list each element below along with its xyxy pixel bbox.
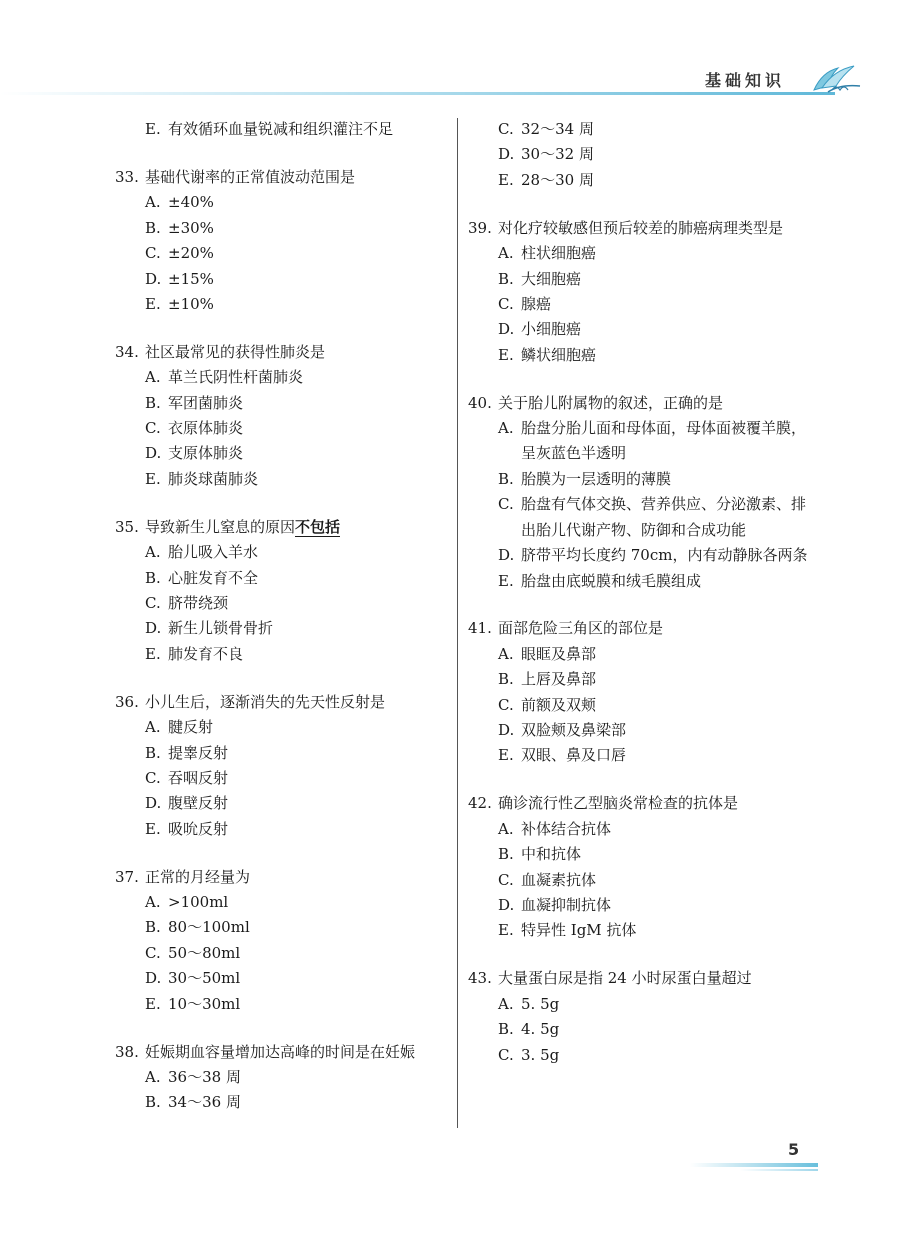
- option-letter: C.: [145, 419, 161, 438]
- option-text: 30～50ml: [168, 969, 241, 988]
- question-number: 40.: [468, 393, 492, 412]
- option-text: 肺炎球菌肺炎: [168, 469, 259, 488]
- option-letter: A.: [145, 893, 161, 912]
- answer-option: [468, 817, 818, 842]
- question-text-main: 导致新生儿窒息的原因: [145, 517, 296, 536]
- option-text: 吸吮反射: [168, 819, 229, 838]
- answer-option: [115, 241, 450, 266]
- answer-option: [468, 992, 818, 1017]
- option-letter: E.: [145, 994, 161, 1013]
- question-text: [145, 690, 450, 715]
- option-letter: B.: [498, 469, 514, 488]
- question-text-main: 社区最常见的获得性肺炎是: [145, 342, 326, 361]
- option-letter: E.: [498, 170, 514, 189]
- question-item: [115, 340, 450, 492]
- option-text: 血凝素抗体: [521, 870, 597, 889]
- option-text: 鳞状细胞癌: [521, 345, 597, 364]
- option-text: 胎盘有气体交换、营养供应、分泌激素、排出胎儿代谢产物、防御和合成功能: [521, 495, 807, 539]
- option-text: 胎膜为一层透明的薄膜: [521, 469, 672, 488]
- answer-option: [115, 1090, 450, 1115]
- question-text-main: 面部危险三角区的部位是: [498, 619, 664, 638]
- question-item: [468, 117, 818, 193]
- question-item: [115, 865, 450, 1017]
- question-text-main: 确诊流行性乙型脑炎常检查的抗体是: [498, 794, 739, 813]
- question-item: [115, 117, 450, 142]
- answer-option: [468, 569, 818, 594]
- question-number: 35.: [115, 517, 139, 536]
- answer-option: [115, 715, 450, 740]
- option-text: 脐带绕颈: [168, 594, 229, 612]
- question-text: [498, 216, 818, 241]
- option-text: 腺癌: [521, 294, 552, 313]
- option-letter: C.: [145, 594, 161, 612]
- answer-option: [115, 741, 450, 766]
- answer-option: [115, 817, 450, 842]
- option-letter: D.: [498, 320, 515, 339]
- answer-option: [468, 693, 818, 718]
- option-text: 吞咽反射: [168, 768, 229, 787]
- option-text: 眼眶及鼻部: [521, 644, 597, 663]
- option-text: 血凝抑制抗体: [521, 895, 612, 914]
- option-letter: A.: [145, 368, 161, 387]
- option-text: 军团菌肺炎: [168, 393, 244, 412]
- option-letter: E.: [498, 571, 514, 590]
- answer-option: [115, 267, 450, 292]
- answer-option: [115, 540, 450, 565]
- option-letter: D.: [498, 145, 515, 164]
- question-stem: [468, 216, 818, 241]
- question-text-main: 大量蛋白尿是指 24 小时尿蛋白量超过: [498, 969, 752, 988]
- question-text-main: 关于胎儿附属物的叙述，正确的是: [498, 393, 724, 412]
- option-text: 提睾反射: [168, 743, 229, 762]
- answer-option: [468, 142, 818, 167]
- answer-option: [468, 893, 818, 918]
- question-item: [115, 1040, 450, 1116]
- question-text: [145, 165, 450, 190]
- option-text: ±40%: [168, 193, 214, 212]
- option-letter: D.: [145, 794, 162, 813]
- option-letter: E.: [145, 294, 161, 313]
- option-text: 脐带平均长度约 70cm，内有动静脉各两条: [521, 546, 808, 565]
- answer-option: [115, 365, 450, 390]
- option-letter: C.: [498, 294, 514, 313]
- question-number: 42.: [468, 794, 492, 813]
- option-text: 小细胞癌: [521, 320, 582, 339]
- question-text-main: 正常的月经量为: [145, 867, 251, 886]
- option-letter: B.: [498, 1020, 514, 1039]
- option-text: 32～34 周: [521, 120, 594, 138]
- option-letter: A.: [145, 718, 161, 737]
- answer-option: [115, 1065, 450, 1090]
- option-text: 腱反射: [168, 718, 214, 737]
- option-letter: B.: [145, 1093, 161, 1112]
- option-letter: E.: [498, 746, 514, 765]
- option-text: 支原体肺炎: [168, 444, 244, 463]
- option-text: 4. 5g: [521, 1020, 560, 1039]
- question-stem: [115, 340, 450, 365]
- option-letter: D.: [498, 721, 515, 740]
- question-text: [145, 340, 450, 365]
- question-stem: [468, 791, 818, 816]
- option-letter: D.: [498, 895, 515, 914]
- column-divider: [457, 118, 458, 1128]
- question-text-main: 对化疗较敏感但预后较差的肺癌病理类型是: [498, 218, 784, 237]
- option-text: 5. 5g: [521, 994, 560, 1013]
- option-letter: C.: [498, 1045, 514, 1064]
- answer-option: [468, 543, 818, 568]
- answer-option: [115, 616, 450, 641]
- question-text: [498, 966, 818, 991]
- option-letter: A.: [498, 994, 514, 1013]
- question-stem: [115, 515, 450, 540]
- answer-option: [115, 416, 450, 441]
- answer-option: [115, 591, 450, 616]
- page-number: 5: [788, 1140, 800, 1159]
- option-text: 胎盘由底蜕膜和绒毛膜组成: [521, 571, 702, 590]
- option-letter: D.: [498, 546, 515, 565]
- answer-option: [468, 343, 818, 368]
- left-column: [115, 117, 450, 1138]
- option-text: >100ml: [168, 893, 229, 912]
- answer-option: [468, 467, 818, 492]
- answer-option: [468, 868, 818, 893]
- option-text: 衣原体肺炎: [168, 419, 244, 438]
- option-letter: A.: [145, 193, 161, 212]
- question-number: 41.: [468, 619, 492, 638]
- answer-option: [115, 441, 450, 466]
- question-item: [115, 690, 450, 842]
- answer-option: [115, 915, 450, 940]
- answer-option: [115, 216, 450, 241]
- option-letter: C.: [498, 495, 514, 514]
- option-text: 补体结合抗体: [521, 819, 612, 838]
- option-text: ±20%: [168, 244, 214, 263]
- option-letter: A.: [145, 1068, 161, 1086]
- question-stem: [115, 165, 450, 190]
- option-letter: B.: [145, 743, 161, 762]
- question-text: [498, 391, 818, 416]
- option-letter: E.: [498, 921, 514, 940]
- option-letter: B.: [145, 393, 161, 412]
- answer-option: [468, 842, 818, 867]
- question-text: [145, 1040, 450, 1065]
- option-letter: C.: [498, 695, 514, 714]
- answer-option: [468, 317, 818, 342]
- option-letter: D.: [145, 269, 162, 288]
- option-text: ±10%: [168, 294, 214, 313]
- option-text: ±30%: [168, 218, 214, 237]
- answer-option: [115, 791, 450, 816]
- option-letter: C.: [498, 120, 514, 138]
- question-text-main: 基础代谢率的正常值波动范围是: [145, 167, 356, 186]
- question-number: 34.: [115, 342, 139, 361]
- option-letter: C.: [498, 870, 514, 889]
- option-letter: E.: [498, 345, 514, 364]
- question-item: [115, 165, 450, 317]
- option-letter: D.: [145, 444, 162, 463]
- question-item: [468, 791, 818, 943]
- question-stem: [468, 966, 818, 991]
- option-text: 胎儿吸入羊水: [168, 543, 259, 562]
- option-letter: A.: [145, 543, 161, 562]
- answer-option: [115, 117, 450, 142]
- option-letter: C.: [145, 943, 161, 962]
- option-text: 胎盘分胎儿面和母体面，母体面被覆羊膜，呈灰蓝色半透明: [521, 419, 807, 463]
- answer-option: [468, 718, 818, 743]
- option-text: 34～36 周: [168, 1093, 241, 1112]
- page-header: [0, 62, 900, 102]
- footer-rule-thin: [740, 1169, 818, 1171]
- option-text: 心脏发育不全: [168, 568, 259, 587]
- option-letter: E.: [145, 644, 161, 663]
- question-text-main: 妊娠期血容量增加达高峰的时间是在妊娠: [145, 1042, 416, 1061]
- option-text: 革兰氏阴性杆菌肺炎: [168, 368, 304, 387]
- question-number: 37.: [115, 867, 139, 886]
- answer-option: [468, 1017, 818, 1042]
- question-text: [498, 616, 818, 641]
- option-letter: D.: [145, 619, 162, 638]
- question-number: 36.: [115, 692, 139, 711]
- question-stem: [115, 690, 450, 715]
- option-letter: B.: [145, 218, 161, 237]
- option-letter: C.: [145, 768, 161, 787]
- option-text: 3. 5g: [521, 1045, 560, 1064]
- option-text: ±15%: [168, 269, 214, 288]
- answer-option: [468, 642, 818, 667]
- option-text: 大细胞癌: [521, 269, 582, 288]
- option-letter: B.: [498, 845, 514, 864]
- question-item: [115, 515, 450, 667]
- answer-option: [468, 492, 818, 543]
- answer-option: [115, 467, 450, 492]
- answer-option: [115, 642, 450, 667]
- right-column: [468, 117, 818, 1090]
- question-number: 38.: [115, 1042, 139, 1061]
- option-text: 10～30ml: [168, 994, 241, 1013]
- answer-option: [468, 117, 818, 142]
- answer-option: [115, 566, 450, 591]
- option-text: 36～38 周: [168, 1068, 241, 1086]
- option-letter: B.: [145, 918, 161, 937]
- answer-option: [115, 992, 450, 1017]
- answer-option: [115, 766, 450, 791]
- option-text: 双脸颊及鼻梁部: [521, 721, 627, 740]
- option-text: 前额及双颊: [521, 695, 597, 714]
- answer-option: [115, 890, 450, 915]
- option-text: 肺发育不良: [168, 644, 244, 663]
- question-stem: [468, 391, 818, 416]
- question-item: [468, 391, 818, 594]
- option-text: 30～32 周: [521, 145, 594, 164]
- question-text: [145, 515, 450, 540]
- answer-option: [115, 966, 450, 991]
- option-text: 50～80ml: [168, 943, 241, 962]
- question-text: [145, 865, 450, 890]
- question-emphasis: 不包括: [295, 517, 341, 536]
- question-item: [468, 216, 818, 368]
- question-text: [498, 791, 818, 816]
- option-text: 腹壁反射: [168, 794, 229, 813]
- answer-option: [468, 667, 818, 692]
- answer-option: [468, 918, 818, 943]
- option-letter: E.: [145, 469, 161, 488]
- option-text: 有效循环血量锐减和组织灌注不足: [168, 120, 394, 138]
- section-title: 基础知识: [704, 71, 785, 90]
- footer-rule: [690, 1163, 818, 1167]
- option-letter: B.: [498, 269, 514, 288]
- answer-option: [468, 416, 818, 467]
- answer-option: [468, 743, 818, 768]
- question-number: 39.: [468, 218, 492, 237]
- question-item: [468, 616, 818, 768]
- option-letter: D.: [145, 969, 162, 988]
- question-number: 33.: [115, 167, 139, 186]
- answer-option: [115, 190, 450, 215]
- book-wing-logo-icon: [808, 62, 864, 96]
- answer-option: [115, 941, 450, 966]
- answer-option: [468, 241, 818, 266]
- question-stem: [115, 1040, 450, 1065]
- option-text: 双眼、鼻及口唇: [521, 746, 627, 765]
- header-rule: [0, 92, 835, 95]
- question-text-main: 小儿生后，逐渐消失的先天性反射是: [145, 692, 386, 711]
- option-text: 上唇及鼻部: [521, 670, 597, 689]
- option-text: 特异性 IgM 抗体: [521, 921, 637, 940]
- option-letter: A.: [498, 644, 514, 663]
- option-letter: C.: [145, 244, 161, 263]
- option-letter: B.: [145, 568, 161, 587]
- question-stem: [468, 616, 818, 641]
- option-letter: E.: [145, 120, 161, 138]
- answer-option: [115, 391, 450, 416]
- question-number: 43.: [468, 969, 492, 988]
- answer-option: [468, 292, 818, 317]
- question-item: [468, 966, 818, 1068]
- option-letter: B.: [498, 670, 514, 689]
- option-text: 28～30 周: [521, 170, 594, 189]
- question-stem: [115, 865, 450, 890]
- option-text: 中和抗体: [521, 845, 582, 864]
- option-letter: E.: [145, 819, 161, 838]
- option-text: 新生儿锁骨骨折: [168, 619, 274, 638]
- option-text: 柱状细胞癌: [521, 244, 597, 263]
- answer-option: [115, 292, 450, 317]
- option-letter: A.: [498, 244, 514, 263]
- option-text: 80～100ml: [168, 918, 250, 937]
- answer-option: [468, 1043, 818, 1068]
- answer-option: [468, 267, 818, 292]
- option-letter: A.: [498, 819, 514, 838]
- answer-option: [468, 168, 818, 193]
- option-letter: A.: [498, 419, 514, 438]
